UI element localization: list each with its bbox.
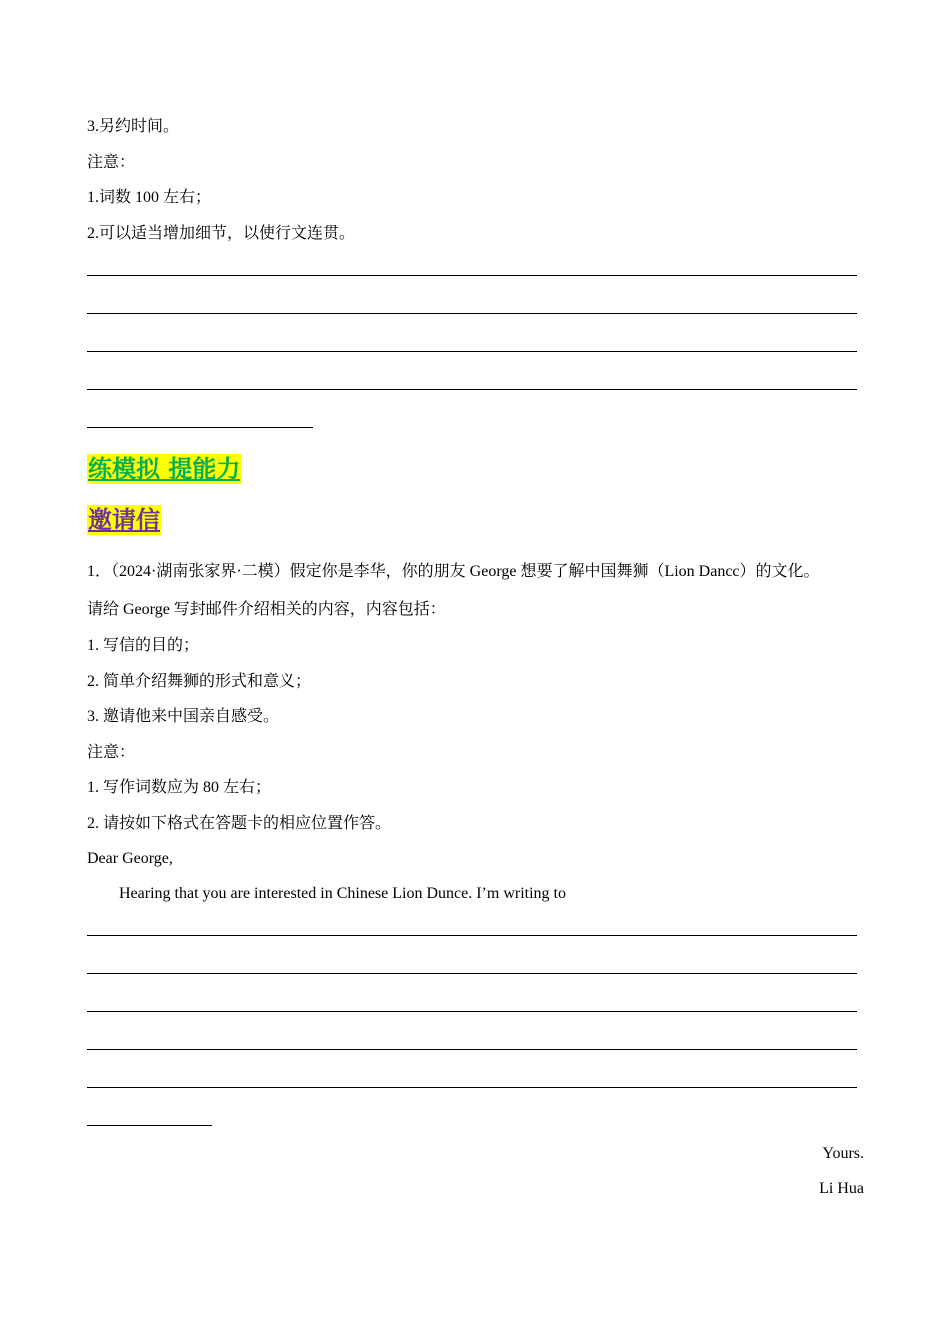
question-point-3: 3. 邀请他来中国亲自感受。	[87, 708, 280, 725]
letter-closing: Yours.	[822, 1145, 864, 1162]
answer-line[interactable]	[87, 1087, 857, 1088]
item-3-text: 3.另约时间。	[87, 118, 180, 135]
question-note-2: 2. 请按如下格式在答题卡的相应位置作答。	[87, 815, 392, 832]
answer-line[interactable]	[87, 351, 857, 352]
answer-line-short[interactable]	[87, 427, 313, 428]
question-notice: 注意：	[87, 744, 136, 761]
answer-line[interactable]	[87, 973, 857, 974]
answer-line-short[interactable]	[87, 1125, 212, 1126]
question-note-1: 1. 写作词数应为 80 左右；	[87, 779, 272, 796]
question-point-2: 2. 简单介绍舞狮的形式和意义；	[87, 673, 312, 690]
answer-line[interactable]	[87, 275, 857, 276]
letter-signature: Li Hua	[819, 1180, 864, 1197]
answer-line[interactable]	[87, 313, 857, 314]
question-intro-2: 请给 George 写封邮件介绍相关的内容，内容包括：	[87, 601, 446, 618]
answer-line[interactable]	[87, 1049, 857, 1050]
letter-salutation: Dear George,	[87, 850, 173, 867]
note-1-text: 1.词数 100 左右；	[87, 189, 212, 206]
answer-line[interactable]	[87, 935, 857, 936]
section-heading: 练模拟 提能力	[88, 455, 241, 483]
answer-line[interactable]	[87, 1011, 857, 1012]
letter-opening: Hearing that you are interested in Chinese Lion Dunce. I’m writing to	[119, 885, 566, 902]
question-point-1: 1. 写信的目的；	[87, 637, 200, 654]
answer-line[interactable]	[87, 389, 857, 390]
notice-label: 注意：	[87, 154, 136, 171]
sub-heading: 邀请信	[88, 506, 160, 534]
note-2-text: 2.可以适当增加细节，以使行文连贯。	[87, 225, 356, 242]
question-intro: 1．（2024·湖南张家界·二模）假定你是李华，你的朋友 George 想要了解中国舞狮（Lion Dancc）的文化。	[87, 563, 820, 580]
